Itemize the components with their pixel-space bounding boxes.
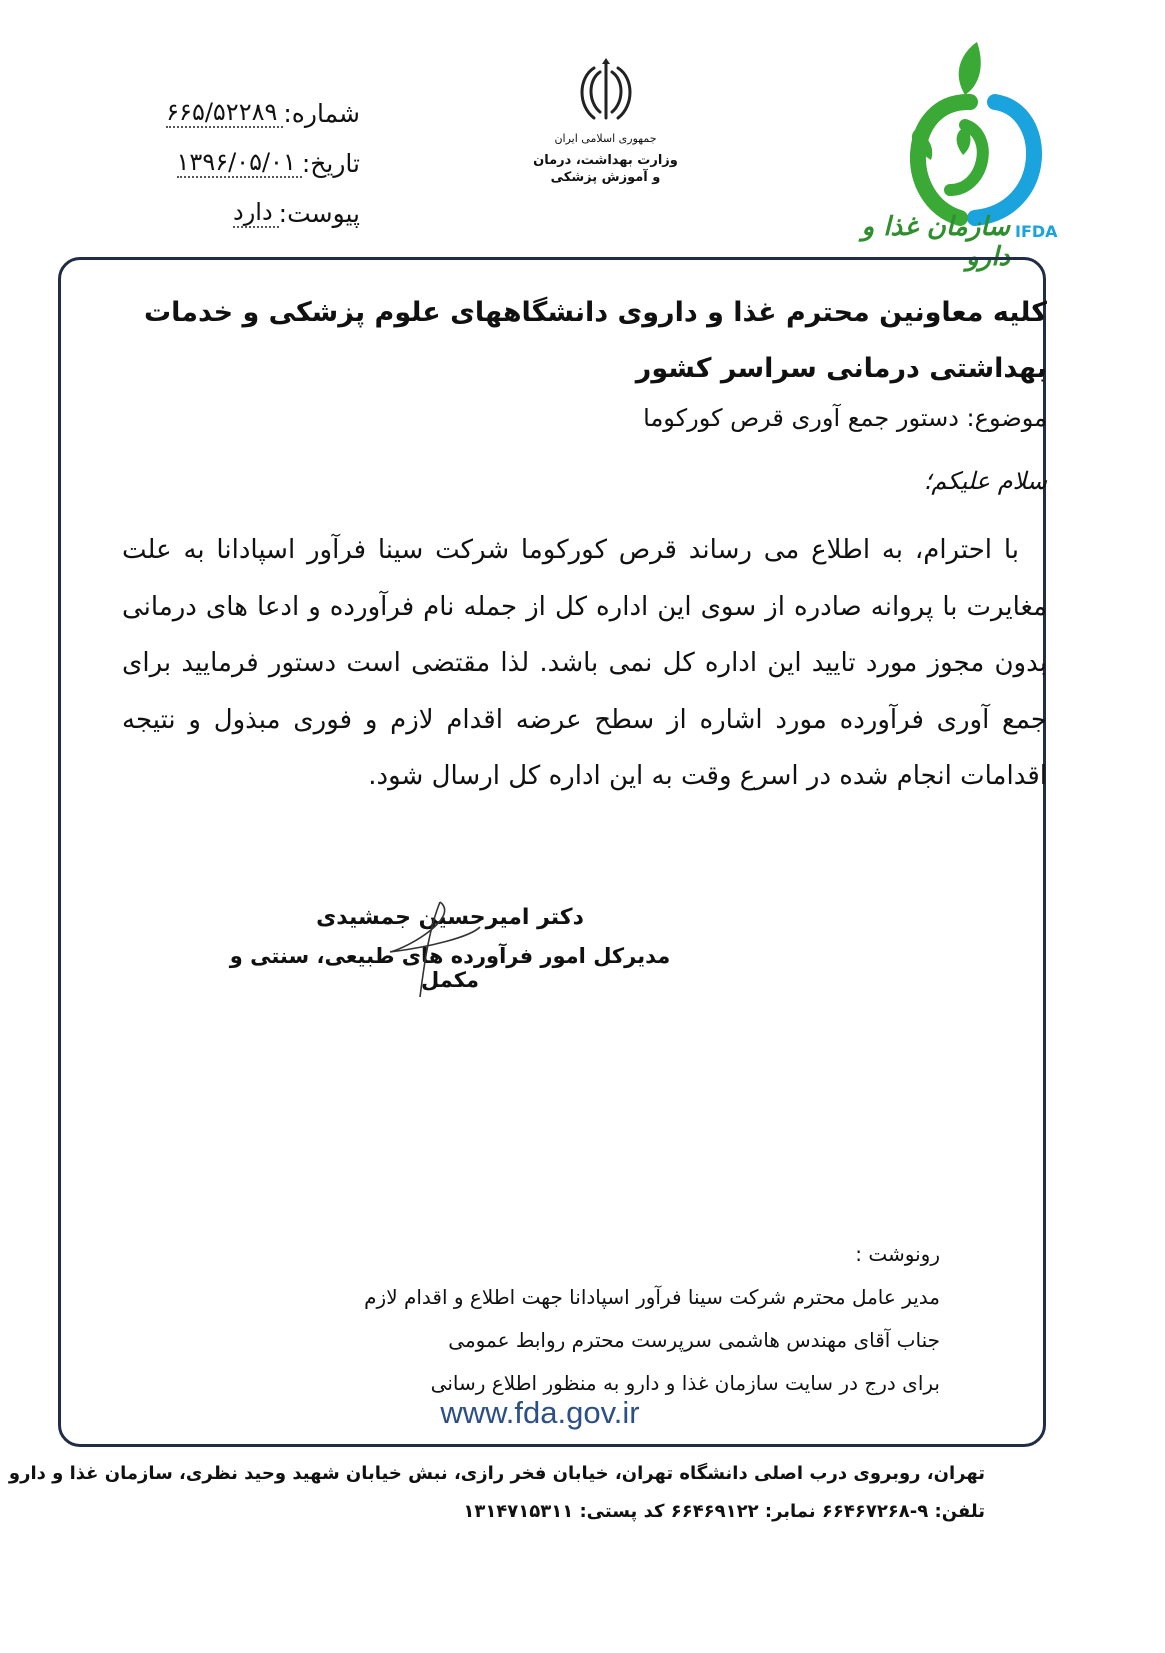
letter-attachment-row <box>95 178 360 228</box>
ministry-header <box>528 58 683 185</box>
cc-list <box>300 1233 940 1405</box>
ifda-logo <box>845 40 1085 272</box>
letter-number-row <box>95 78 360 128</box>
footer-contact: تلفن: ۹-۶۶۴۶۷۲۶۸ نمابر: ۶۶۴۶۹۱۲۲ کد پستی: ۱۳۱۴۷۱۵۳۱۱ <box>463 1501 985 1522</box>
letter-number-value: ۶۶۵/۵۲۲۸۹ <box>166 98 283 128</box>
cc-item: برای درج در سایت سازمان غذا و دارو به منظور اطلاع رسانی <box>430 1371 940 1395</box>
ministry-name-line1: وزارت بهداشت، درمان <box>533 153 678 168</box>
cc-heading: رونوشت : <box>855 1242 940 1266</box>
iran-emblem-icon <box>528 58 683 126</box>
letter-footer <box>0 1455 985 1531</box>
website-link[interactable]: www.fda.gov.ir <box>440 1395 640 1430</box>
letter-meta <box>95 78 360 228</box>
footer-address: تهران، روبروی درب اصلی دانشگاه تهران، خیابان فخر رازی، نبش خیابان شهید وحید نظری، سازمان غذا و دارو <box>8 1463 985 1484</box>
letter-subject: موضوع: دستور جمع آوری قرص کورکوما <box>643 404 1047 432</box>
letter-date-label: تاریخ: <box>301 149 360 178</box>
ministry-country: جمهوری اسلامی ایران <box>554 132 657 145</box>
ifda-logo-text-en: IFDA <box>1015 222 1058 241</box>
handwritten-signature-icon <box>370 897 500 1007</box>
letter-body: با احترام، به اطلاع می رساند قرص کورکوما شرکت سینا فرآور اسپادانا به علت مغایرت با پروانه صادره از سوی این اداره کل از جمله نام فرآورده و ادعا های درمانی بدون مجوز مورد تایید این اداره کل نمی باشد. لذا مقتضی است دستور فرمایید برای جمع آوری فرآورده مورد اشاره از سطح عرضه اقدام لازم و فوری مبذول و نتیجه اقدامات انجام شده در اسرع وقت به این اداره کل ارسال شود. <box>122 535 1047 791</box>
letter-attachment-value: دارد <box>233 198 279 228</box>
signatory-name: دکتر امیرحسین جمشیدی <box>316 905 584 930</box>
cc-item: جناب آقای مهندس هاشمی سرپرست محترم روابط عمومی <box>448 1328 940 1352</box>
signatory-title: مدیرکل امور فرآورده های طبیعی، سنتی و مکمل <box>229 944 671 992</box>
signature-block <box>220 905 680 992</box>
ifda-logo-text-fa: سازمان غذا و دارو <box>861 212 1010 272</box>
letter-greeting: سلام علیکم؛ <box>923 467 1047 495</box>
cc-item: مدیر عامل محترم شرکت سینا فرآور اسپادانا جهت اطلاع و اقدام لازم <box>364 1285 940 1309</box>
letter-number-label: شماره: <box>283 99 360 128</box>
letter-attachment-label: پیوست: <box>278 199 360 228</box>
letter-date-value: ۱۳۹۶/۰۵/۰۱ <box>177 148 302 178</box>
ministry-name-line2: و آموزش پزشکی <box>550 170 661 185</box>
letter-date-row <box>95 128 360 178</box>
letter-recipient: کلیه معاونین محترم غذا و داروی دانشگاههای علوم پزشکی و خدمات بهداشتی درمانی سراسر کشور <box>144 297 1047 384</box>
